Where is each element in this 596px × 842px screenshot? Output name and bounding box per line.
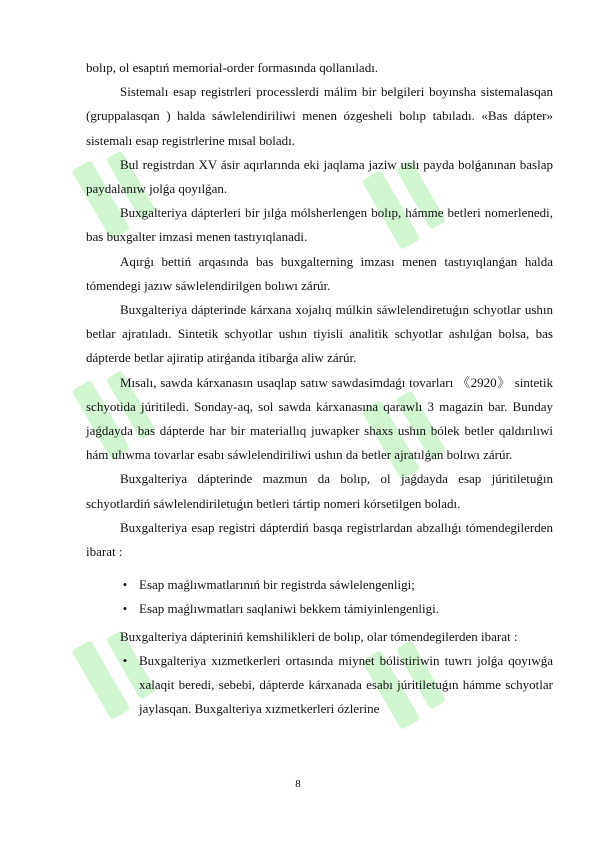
bullet-icon: • [122,577,128,593]
list-item-text: Esap maǵlıwmatları saqlaniwi bekkem támiyinlengenligi. [139,601,440,617]
paragraph: Buxgalteriya esap registri dápterdiń basqa registrlardan abzallıǵı tómendegilerden ibarat : [86,519,553,560]
paragraph: Buxgalteriya dápterinde kárxana xojalıq múlkin sáwlelendiretuǵın schyotlar ushın betlar ajratıladı. Sintetik schyotlar ushın tiyisli analitik schyotlar ashılǵan bolsa, bas dápterde betlar ajiratip atirǵanda itibarǵa aliw zárúr. [86,302,553,366]
paragraph: Bul registrdan XV ásir aqırlarında eki jaqlama jaziw uslı payda bolǵanınan baslap paydalanıw jolǵa qoyılǵan. [86,156,553,197]
bullet-icon: • [122,601,128,617]
paragraph: Aqırǵı bettiń arqasında bas buxgalterning imzası menen tastıyıqlanǵan halda tómendegi jazıw sáwlelendirilgen bolıwı zárúr. [86,253,553,293]
list-item [86,597,553,621]
paragraph: Buxgalteriya dápteriniń kemshilikleri de bolıp, olar tómendegilerden ibarat : [120,628,518,644]
paragraph: Buxgalteriya dápterinde mazmun da bolıp, ol jaǵdayda esap júritiletuǵın schyotlardiń sáwlelendiriletuǵın betleri tártip nomeri kórsetilgen boladı. [86,471,553,511]
list-item [86,649,553,722]
paragraph-continuation: bolıp, ol esaptıń memorial-order formasında qollanıladı. [86,60,379,75]
paragraph: Sistemalı esap registrleri processlerdi málim bir belgileri boyınsha sistemalasqan (gruppalasqan ) halda sáwlelendiriliwi menen ózgesheli bolıp tabıladı. «Bas dápter» sistemalı esap registrlerine mısal boladı. [86,84,553,148]
disadvantages-list [86,649,553,722]
body-text [86,56,553,724]
paragraph: Mısalı, sawda kárxanasın usaqlap satıw sawdasimdaǵı tovarları 《2920》 sintetik schyotida júritiledi. Sonday-aq, sol sawda kárxanasına qarawlı 3 magazin bar. Bunday jaǵdayda bas dápterde har bir materiallıq juwapker shaxs ushın bólek betler qaldırılıwi hám ulıwma tovarlar esabı sáwlelendiriliwi ushın da betler ajratılǵan bolıwı zárúr. [86,374,553,463]
list-item-text: Buxgalteriya xızmetkerleri ortasında miynet bólistiriwin tuwrı jolǵa qoyıwǵa xalaqit beredi, sebebi, dápterde kárxanada esabı júritiletuǵın hámme schyotlar jaylasqan. Buxgalteriya xızmetkerleri ózlerine [139,652,553,717]
paragraph: Buxgalteriya dápterleri bir jılǵa mólsherlengen bolıp, hámme betleri nomerlenedi, bas buxgalter imzasi menen tastıyıqlanadi. [86,205,553,245]
bullet-icon: • [122,652,128,668]
advantages-list [86,573,553,621]
page-number: 8 [295,778,301,790]
list-item-text: Esap maǵlıwmatlarınıń bir registrda sáwlelengenligi; [139,577,415,593]
list-item [86,573,553,597]
